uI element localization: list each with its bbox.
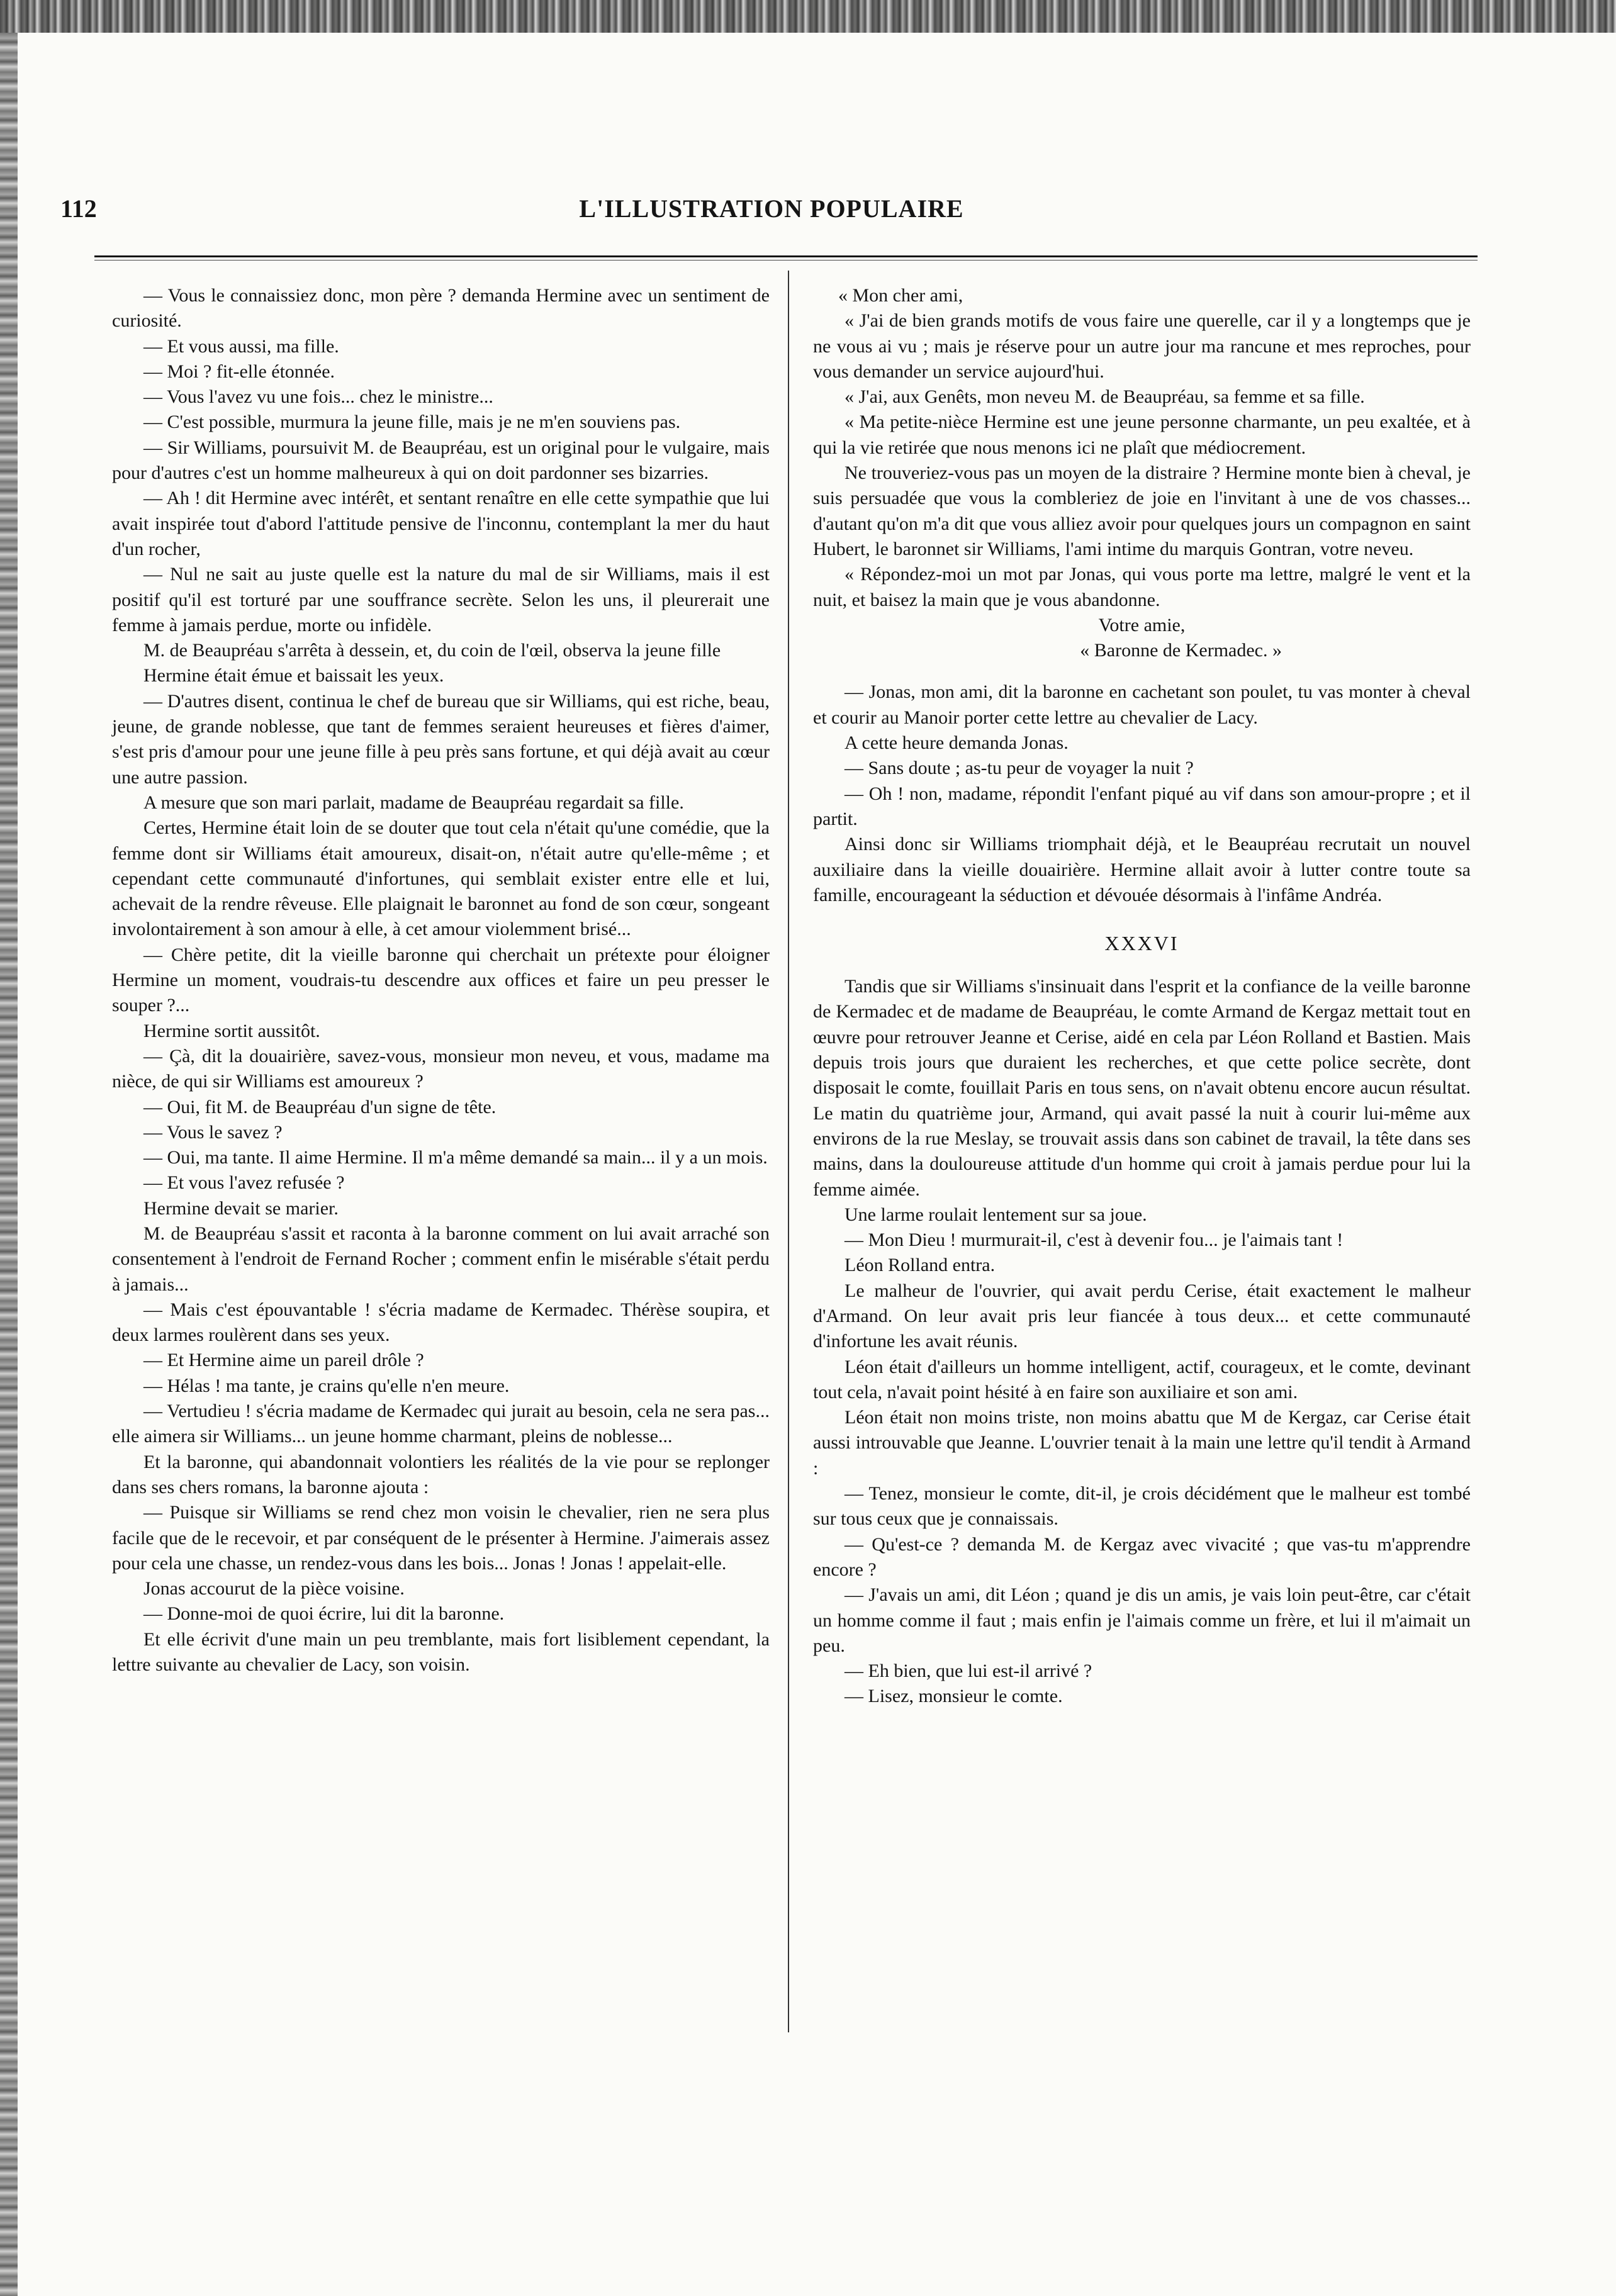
paragraph: — Çà, dit la douairière, savez-vous, monsieur mon neveu, et vous, madame ma nièce, de qui sir Williams est amoureux ? xyxy=(112,1045,770,1092)
paragraph: A cette heure demanda Jonas. xyxy=(844,732,1069,754)
paragraph: — Nul ne sait au juste quelle est la nature du mal de sir Williams, mais il est positif qu'il est torturé par une souffrance secrète. Selon les uns, il pleurerait une femme à jamais perdue, morte ou infidèle. xyxy=(112,564,770,636)
paragraph: — Jonas, mon ami, dit la baronne en cachetant son poulet, tu vas monter à cheval et courir au Manoir porter cette lettre au chevalier de Lacy. xyxy=(813,681,1471,728)
paragraph: — Oh ! non, madame, répondit l'enfant piqué au vif dans son amour-propre ; et il partit. xyxy=(813,783,1471,829)
paragraph: — Mais c'est épouvantable ! s'écria madame de Kermadec. Thérèse soupira, et deux larmes roulèrent dans ses yeux. xyxy=(112,1299,770,1346)
paragraph: — Et Hermine aime un pareil drôle ? xyxy=(143,1350,424,1371)
chapter-heading: XXXVI xyxy=(1104,932,1179,955)
paragraph: Tandis que sir Williams s'insinuait dans l'esprit et la confiance de la veille baronne de Kermadec et de madame de Beaupréau, le comte Armand de Kergaz mettait tout en œuvre pour retrouver Jeanne et Cerise, aidé en cela par Léon Rolland et Bastien. Mais depuis trois jours que duraient les recherches, et que cette police secrète, dont disposait le comte, fouillait Paris en tous sens, on n'avait obtenu encore aucun résultat. Le matin du quatrième jour, Armand, qui avait passé la nuit à courir lui-même aux environs de la rue Meslay, se trouvait assis dans son cabinet de travail, la tête dans ses mains, dans la douloureuse attitude d'un homme qui croit à jamais perdue pour lui la femme aimée. xyxy=(813,976,1471,1200)
paragraph: — Oui, fit M. de Beaupréau d'un signe de tête. xyxy=(143,1096,497,1117)
paragraph: Léon était non moins triste, non moins abattu que M de Kergaz, car Cerise était aussi introuvable que Jeanne. L'ouvrier tenait à la main une lettre qu'il tendit à Armand : xyxy=(813,1407,1471,1479)
paragraph: — D'autres disent, continua le chef de bureau que sir Williams, qui est riche, beau, jeune, de grande noblesse, que tant de femmes seraient heureuses et fières d'aimer, s'est pris d'amour pour une jeune fille à peu près sans fortune, et qui déjà avait au cœur une autre passion. xyxy=(112,690,770,788)
paragraph: — Et vous l'avez refusée ? xyxy=(143,1172,345,1194)
page-number: 112 xyxy=(60,194,97,223)
paragraph: — Ah ! dit Hermine avec intérêt, et sentant renaître en elle cette sympathie que lui avait inspirée tout d'abord l'attitude pensive de l'inconnu, contemplant la mer du haut d'un rocher, xyxy=(112,488,770,559)
letter-paragraph: « Ma petite-nièce Hermine est une jeune personne charmante, un peu exaltée, et à qui la vie retirée que nous menons ici ne plaît que médiocrement. xyxy=(813,412,1471,458)
paragraph: Ainsi donc sir Williams triomphait déjà, et le Beaupréau recrutait un nouvel auxiliaire dans la vieille douairière. Hermine allait avoir à lutter contre toute sa famille, encourageant la séduction et dévouée désormais à l'infâme Andréa. xyxy=(813,834,1471,905)
header-rule xyxy=(94,255,1478,260)
paragraph: Une larme roulait lentement sur sa joue. xyxy=(844,1204,1147,1225)
paragraph: M. de Beaupréau s'assit et raconta à la baronne comment on lui avait arraché son consentement à l'endroit de Fernand Rocher ; comment enfin le misérable s'était perdu à jamais... xyxy=(112,1223,770,1295)
right-column xyxy=(813,283,1471,1710)
paragraph: Le malheur de l'ouvrier, qui avait perdu Cerise, était exactement le malheur d'Armand. On leur avait pris leur fiancée à tous deux... et cette communauté d'infortune les avait réunis. xyxy=(813,1280,1471,1352)
paragraph: Léon était d'ailleurs un homme intelligent, actif, courageux, et le comte, devinant tout cela, n'avait point hésité à en faire son auxiliaire et son ami. xyxy=(813,1356,1471,1403)
paragraph: — Donne-moi de quoi écrire, lui dit la baronne. xyxy=(143,1603,505,1625)
paragraph: — J'avais un ami, dit Léon ; quand je dis un amis, je vais loin peut-être, car c'était un homme comme il faut ; mais enfin je l'aimais comme un frère, et lui il m'aimait un peu. xyxy=(813,1584,1471,1656)
paragraph: — Mon Dieu ! murmurait-il, c'est à devenir fou... je l'aimais tant ! xyxy=(844,1229,1344,1251)
letter xyxy=(813,283,1471,663)
paragraph: M. de Beaupréau s'arrêta à dessein, et, du coin de l'œil, observa la jeune fille xyxy=(143,640,721,661)
letter-paragraph: « J'ai, aux Genêts, mon neveu M. de Beaupréau, sa femme et sa fille. xyxy=(844,386,1365,408)
paragraph: — Sir Williams, poursuivit M. de Beaupréau, est un original pour le vulgaire, mais pour d'autres c'est un homme malheureux à qui on doit pardonner ses bizarries. xyxy=(112,437,770,484)
paragraph: — Et vous aussi, ma fille. xyxy=(143,335,339,357)
scan-binding-edge xyxy=(0,33,18,2296)
paragraph: — Tenez, monsieur le comte, dit-il, je crois décidément que le malheur est tombé sur tous ceux que je connaissais. xyxy=(813,1483,1471,1530)
paragraph: — Vertudieu ! s'écria madame de Kermadec qui jurait au besoin, cela ne sera pas... elle aimera sir Williams... un jeune homme charmant, pleins de noblesse... xyxy=(112,1401,770,1447)
paragraph: — Vous le savez ? xyxy=(143,1121,283,1143)
letter-paragraph: « Répondez-moi un mot par Jonas, qui vous porte ma lettre, malgré le vent et la nuit, et baisez la main que je vous abandonne. xyxy=(813,564,1471,610)
paragraph: Et la baronne, qui abandonnait volontiers les réalités de la vie pour se replonger dans ses chers romans, la baronne ajouta : xyxy=(112,1451,770,1498)
paragraph: — C'est possible, murmura la jeune fille, mais je ne m'en souviens pas. xyxy=(143,412,681,433)
paragraph: Hermine sortit aussitôt. xyxy=(143,1020,320,1041)
letter-paragraph: « J'ai de bien grands motifs de vous faire une querelle, car il y a longtemps que je ne vous ai vu ; mais je réserve pour un autre jour ma rancune et mes reproches, pour vous demander un service aujourd'hui. xyxy=(813,310,1471,382)
letter-closing: Votre amie, xyxy=(1098,614,1186,636)
paragraph: — Lisez, monsieur le comte. xyxy=(844,1686,1063,1707)
paragraph: — Vous l'avez vu une fois... chez le ministre... xyxy=(143,386,493,408)
paragraph: — Chère petite, dit la vieille baronne qui cherchait un prétexte pour éloigner Hermine un moment, voudrais-tu descendre aux offices et faire un peu presser le souper ?... xyxy=(112,944,770,1016)
paragraph: — Vous le connaissiez donc, mon père ? demanda Hermine avec un sentiment de curiosité. xyxy=(112,285,770,332)
letter-signature: « Baronne de Kermadec. » xyxy=(1080,640,1282,661)
paragraph: Hermine devait se marier. xyxy=(143,1197,339,1219)
running-title: L'ILLUSTRATION POPULAIRE xyxy=(579,194,964,223)
paragraph: — Oui, ma tante. Il aime Hermine. Il m'a même demandé sa main... il y a un mois. xyxy=(143,1147,768,1168)
scan-top-edge xyxy=(0,0,1616,33)
paragraph: — Moi ? fit-elle étonnée. xyxy=(143,361,335,382)
paragraph: Et elle écrivit d'une main un peu tremblante, mais fort lisiblement cependant, la lettre suivante au chevalier de Lacy, son voisin. xyxy=(112,1628,770,1676)
paragraph: Hermine était émue et baissait les yeux. xyxy=(143,665,444,686)
paragraph: — Qu'est-ce ? demanda M. de Kergaz avec vivacité ; que vas-tu m'apprendre encore ? xyxy=(813,1533,1471,1580)
paragraph: Jonas accourut de la pièce voisine. xyxy=(143,1578,405,1599)
paragraph: — Sans doute ; as-tu peur de voyager la nuit ? xyxy=(844,758,1194,779)
column-divider xyxy=(788,271,789,2032)
paragraph: Léon Rolland entra. xyxy=(844,1255,996,1276)
paragraph: Certes, Hermine était loin de se douter que tout cela n'était qu'une comédie, que la femme dont sir Williams était amoureux, disait-on, n'était autre qu'elle-même ; et cependant cette communauté d'infortunes, qui semblait exister entre elle et lui, achevait de la rendre rêveuse. Elle plaignait le baronnet au fond de son cœur, songeant involontairement à son amour à elle, à cet amour violemment brisé... xyxy=(112,817,770,940)
letter-paragraph: Ne trouveriez-vous pas un moyen de la distraire ? Hermine monte bien à cheval, je suis persuadée que vous la combleriez de joie en l'invitant à une de vos chasses... d'autant qu'on m'a dit que vous alliez avoir pour quelques jours un compagnon en saint Hubert, le baronnet sir Williams, l'ami intime du marquis Gontran, votre neveu. xyxy=(813,462,1471,559)
paragraph: — Hélas ! ma tante, je crains qu'elle n'en meure. xyxy=(143,1375,510,1396)
spacer xyxy=(813,663,1471,680)
paragraph: — Puisque sir Williams se rend chez mon voisin le chevalier, rien ne sera plus facile que de le recevoir, et par conséquent de le présenter à Hermine. J'aimerais assez pour cela une chasse, un rendez-vous dans les bois... Jonas ! Jonas ! appelait-elle. xyxy=(112,1502,770,1574)
letter-salutation: « Mon cher ami, xyxy=(838,285,963,306)
page-header xyxy=(60,194,1483,232)
paragraph: A mesure que son mari parlait, madame de Beaupréau regardait sa fille. xyxy=(143,792,684,813)
paragraph: — Eh bien, que lui est-il arrivé ? xyxy=(844,1660,1092,1682)
left-column xyxy=(112,283,770,1677)
